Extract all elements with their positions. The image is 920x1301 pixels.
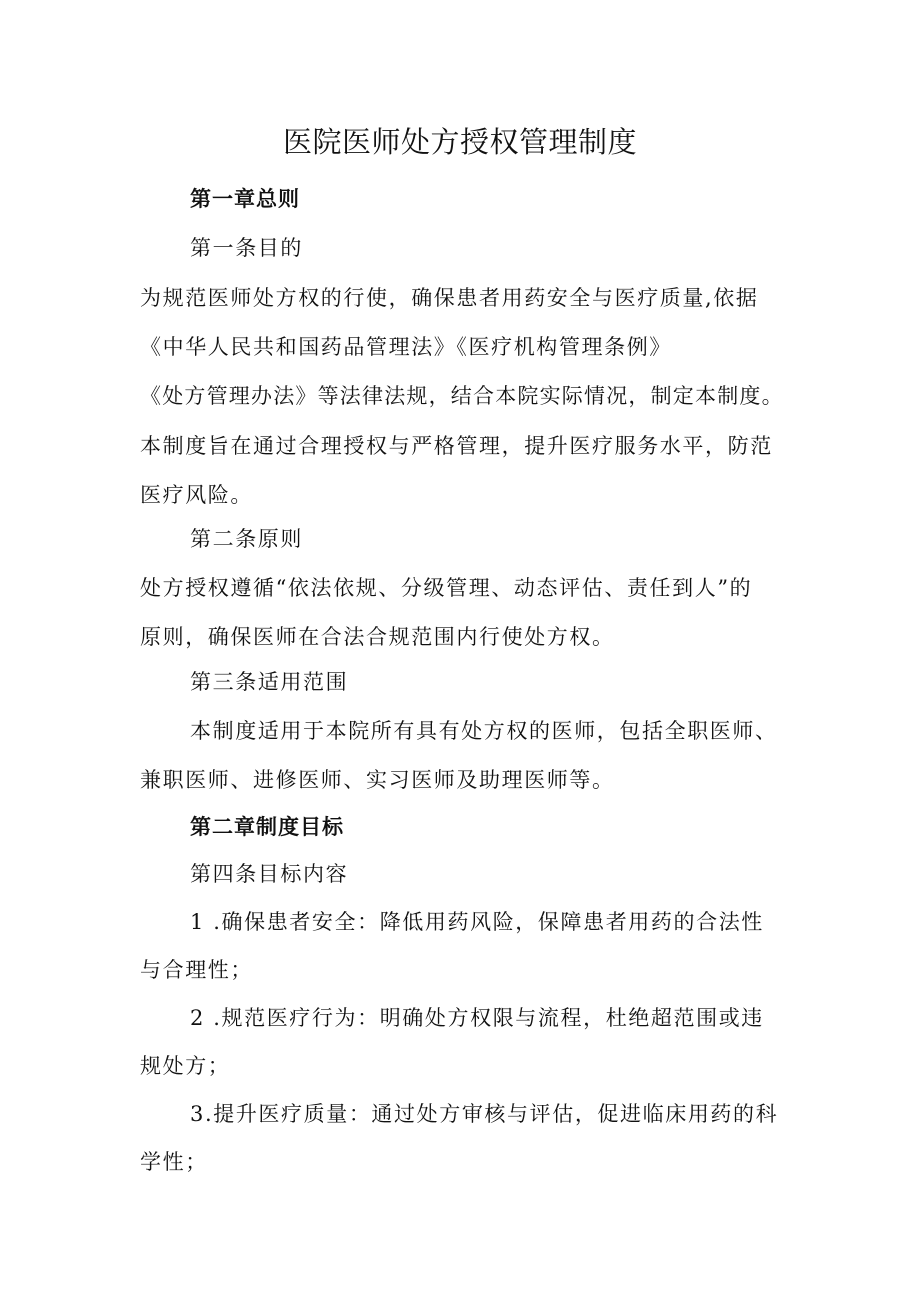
- paragraph-line: 本制度适用于本院所有具有处方权的医师，包括全职医师、: [190, 719, 778, 743]
- list-item-line: 1 .确保患者安全：降低用药风险，保障患者用药的合法性: [190, 910, 764, 934]
- paragraph-line: 为规范医师处方权的行使，确保患者用药安全与医疗质量,依据: [140, 286, 759, 310]
- paragraph-line: 兼职医师、进修医师、实习医师及助理医师等。: [140, 768, 615, 792]
- article-heading-3: 第三条适用范围: [190, 670, 349, 694]
- list-item-line: 3.提升医疗质量：通过处方审核与评估，促进临床用药的科: [190, 1102, 779, 1126]
- list-item-line: 2 .规范医疗行为：明确处方权限与流程，杜绝超范围或违: [190, 1006, 764, 1030]
- article-heading-4: 第四条目标内容: [190, 862, 349, 886]
- chapter-heading-1: 第一章总则: [190, 187, 300, 211]
- chapter-heading-2: 第二章制度目标: [190, 815, 344, 839]
- article-heading-2: 第二条原则: [190, 527, 303, 551]
- paragraph-line: 本制度旨在通过合理授权与严格管理，提升医疗服务水平，防范: [140, 434, 773, 458]
- paragraph-line: 医疗风险。: [140, 483, 253, 507]
- list-item-line: 规处方；: [140, 1054, 231, 1078]
- list-item-line: 与合理性；: [140, 958, 253, 982]
- paragraph-line: 《中华人民共和国药品管理法》《医疗机构管理条例》: [140, 335, 672, 359]
- article-heading-1: 第一条目的: [190, 236, 303, 260]
- paragraph-line: 《处方管理办法》等法律法规，结合本院实际情况，制定本制度。: [140, 384, 784, 408]
- paragraph-line: 处方授权遵循“依法依规、分级管理、动态评估、责任到人”的: [140, 576, 753, 600]
- list-item-line: 学性；: [140, 1150, 208, 1174]
- paragraph-line: 原则，确保医师在合法合规范围内行使处方权。: [140, 625, 615, 649]
- document-title: 医院医师处方授权管理制度: [282, 125, 637, 159]
